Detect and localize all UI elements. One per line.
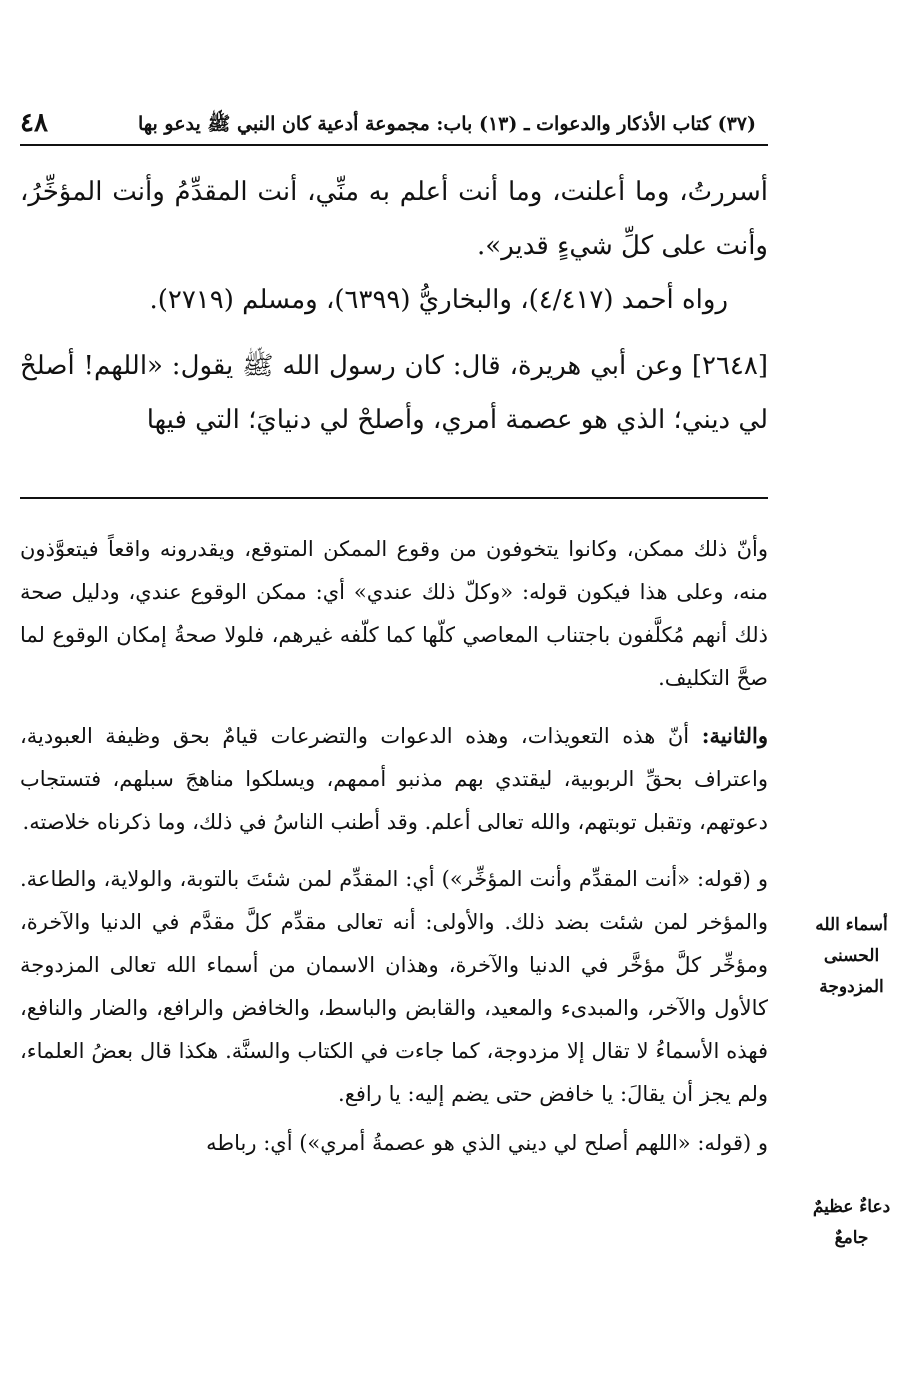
commentary-para-2 [20,714,768,844]
hadith-number: [٢٦٤٨] [691,351,769,381]
hadith-body: وعن أبي هريرة، قال: كان رسول الله ﷺ يقول: «اللهم! أصلحْ لي ديني؛ الذي هو عصمة أمري، وأصلحْ لي دنيايَ؛ التي فيها [20,351,768,435]
hadith-continuation: أسررتُ، وما أعلنت، وما أنت أعلم به منِّي، أنت المقدِّمُ وأنت المؤخِّرُ، وأنت على كلِّ شيءٍ قدير». [20,177,768,261]
header-rule [20,144,768,146]
footnote-separator [20,497,768,499]
commentary-lead-2: والثانية: [701,723,768,748]
running-header [20,108,768,144]
commentary-body-4: «اللهم أصلح لي ديني الذي هو عصمةُ أمري») أي: رباطه [206,1131,691,1155]
commentary-para-1: وأنّ ذلك ممكن، وكانوا يتخوفون من وقوع الممكن المتوقع، ويقدرونه واقعاً فيتعوَّذون منه، وعلى هذا فيكون قوله: «وكلّ ذلك عندي» أي: ممكن الوقوع عندي، ودليل صحة ذلك أنهم مُكلَّفون باجتناب المعاصي كلّها كما كلّفه غيرهم، فلولا صحةُ إمكان الوقوع لما صحَّ التكليف. [20,537,768,690]
commentary-lead-3: و (قوله: [697,867,768,891]
margin-note-2: دعاءٌ عظيمٌ جامعٌ [812,1197,891,1248]
hadith-source: رواه أحمد (٤/٤١٧)، والبخاريُّ (٦٣٩٩)، ومسلم (٢٧١٩). [149,285,728,315]
running-title: (٣٧) كتاب الأذكار والدعوات ـ (١٣) باب: مجموعة أدعية كان النبي ﷺ يدعو بها [137,113,756,135]
commentary-para-4 [20,1122,768,1165]
commentary-body-2: أنّ هذه التعويذات، وهذه الدعوات والتضرعات قيامٌ بحق وظيفة العبودية، واعتراف بحقِّ الربوبية، ليقتدي بهم مذنبو أممهم، ويسلكوا مناهجَ سبلهم، فتستجاب دعوتهم، وتقبل توبتهم، والله تعالى أعلم. وقد أطنب الناسُ في ذلك، وما ذكرناه خلاصته. [20,724,768,834]
commentary-para-3 [20,858,768,1116]
commentary-body-3: «أنت المقدِّم وأنت المؤخِّر») أي: المقدِّم لمن شئتَ بالتوبة، والولاية، والطاعة. والمؤخر لمن شئت بضد ذلك. والأولى: أنه تعالى مقدِّم كلَّ مقدَّم في الدنيا والآخرة، ومؤخِّر كلَّ مؤخَّر في الدنيا والآخرة، وهذان الاسمان من أسماء الله تعالى المزدوجة كالأول والآخر، والمبدىء والمعيد، والقابض والباسط، والخافض والرافع، والضار والنافع، فهذه الأسماءُ لا تقال إلا مزدوجة، كما جاءت في الكتاب والسنَّة. هكذا قال بعضُ العلماء، ولم يجز أن يقالَ: يا خافض حتى يضم إليه: يا رافع. [20,867,768,1106]
hadith-2648 [20,339,768,447]
margin-note-1: أسماء الله الحسنى المزدوجة [815,915,888,997]
hadith-text [20,165,768,447]
commentary-lead-4: و (قوله: [697,1131,768,1155]
page-number: ٤٨ [20,108,48,138]
commentary [20,528,768,1179]
